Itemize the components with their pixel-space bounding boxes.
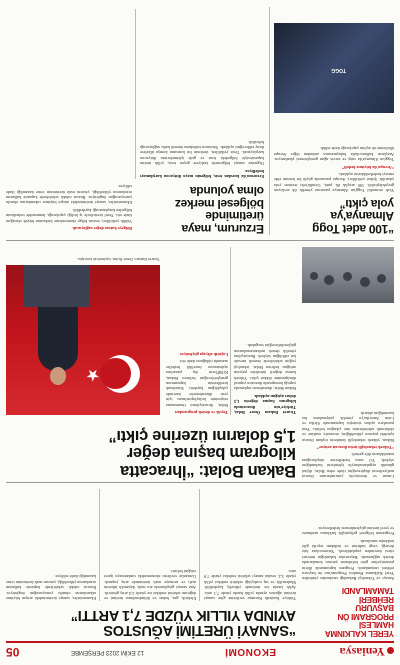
togg-paragraph: Togg'un Almanya'da satış ve servis ağını genişletmesi planlanıyor. Araçların kullanıcılarla buluşmasının ardından diğer Avrupa ülkelerine de açılım yapılacağı ifade edildi. <box>274 146 394 163</box>
main-paragraph: Bakan Bolat, düzenlenen toplantıda yaptığı konuşmada ihracatın yapısal dönüşümüne dikkat çekti. Yüksek katma değerli ürünlerin payının arttığını belirten Bolat, teknoloji yoğun sektörlerde önemli mesafe kat edildiğini söyledi. İhracatçılara yönelik destek mekanizmalarının güçlendirileceğini vurguladı. <box>234 343 296 392</box>
main-story-header <box>6 419 296 479</box>
top-rule <box>6 641 394 643</box>
industry-headline-line: AYINDA YILLIK YÜZDE 7,1 ARTTI” <box>71 607 296 623</box>
brand-logo <box>340 644 394 659</box>
main-paragraph: Bolat, ihracatçıların finansmana erişiminin kolaylaştırılması için yeni düzenlemeler üzerinde çalışıldığını kaydetti. Eximbank kredilerinin kapsamının genişletileceğini belirten Bakan, KOBİ'lerin dış pazarlara açılmasının öncelikli hedefler arasında olduğunu ifade etti. <box>166 359 228 408</box>
erzurum-paragraph: Organize sanayi bölgesinde faaliyete geçen tesis, yıllık üretim kapasitesiyle bölgedeki fırın ve gıda işletmelerinin ihtiyacını karşılayacak. Tesis yetkilileri, üretimin bir kısmının komşu ülkelere ihraç edileceğini açıkladı. Yatırımın istihdama önemli katkı sağlayacağı belirtildi. <box>140 139 264 167</box>
column-rule <box>99 489 100 601</box>
erzurum-paragraph: Valilik yetkilileri, tesisin bölge ekonomisine katkısının büyük olacağını ifade etti. Yerel üreticilerle iş birliği yapılacağı, hammadde tedarikinin bölgeden karşılanacağı kaydedildi. <box>6 207 132 224</box>
speaker-head <box>50 367 66 385</box>
flag-star-icon: ★ <box>85 366 100 385</box>
industry-col: Ekonomistler, sanayi üretimindeki artışın büyüme rakamlarına olumlu yansıyacağını öngörüyor. İhracat odaklı sektörlerde kapasite kullanım oranlarının yükseldiği, yatırım malı üretiminin ivme kazandığı ifade ediliyor. <box>6 574 96 601</box>
program-headline-line: BAŞVURU <box>355 603 394 613</box>
masthead <box>6 643 394 659</box>
industry-col: Elektrik, gaz, buhar ve iklimlendirme üretimi ve dağıtımı sektörü endeksi ise yüzde 2,4 artış gösterdi. Ana sanayi gruplarında ara malı, dayanıklı tüketim malı ve sermaye malı üretiminde artış yaşandı. Uzmanlar verilerin ekonomideki canlanmaya işaret ettiğini belirtti. <box>104 568 196 601</box>
program-paragraph: Sanayi ve Teknoloji Bakanlığı tarafından yürütülen Yerel Kalkınma Hamlesi Programı'nın ön başvuru rehberi tamamlandı. Program kapsamında illerin potansiyeline göre belirlenen yatırım konularında destek sağlanacak. Başvurular bakanlığın internet sitesi üzerinden yapılabilecek. Yatırımcılara faiz desteği, vergi indirimi ve istihdam teşviki gibi imkânlar sunulacak. <box>302 538 394 582</box>
issue-date: 12 EKİM 2023 PERŞEMBE <box>70 649 144 655</box>
photo-figure <box>324 275 334 285</box>
main-headline <box>6 427 296 480</box>
industry-col: Türkiye İstatistik Kurumu verilerine göre sanayi üretimi ağustos ayında yıllık bazda yüzde 7,1 arttı. Aylık bazda ise üretimde yükseliş kaydedildi. Madencilik ve taş ocakçılığı sektörü endeksi yıllık yüzde 3,2, imalat sanayi sektörü endeksi yüzde 7,9 arttı. <box>204 568 296 601</box>
industry-headline-line: “SANAYİ ÜRETİMİ AĞUSTOS <box>103 622 296 638</box>
column-rule <box>199 489 200 601</box>
main-col-1 <box>234 247 296 415</box>
togg-headline-line: Almanya'ya <box>330 209 394 224</box>
photo-figure <box>310 272 318 280</box>
photo-figure <box>343 272 352 281</box>
program-headline <box>302 585 394 637</box>
erzurum-paragraph: Ekonomistler, sanayi üretimindeki artışın büyüme rakamlarına olumlu yansıyacağını öngörüyor. İhracat odaklı sektörlerde kapasite kullanım oranlarının yükseldiği, yatırım malı üretiminin ivme kazandığı ifade ediliyor. <box>6 184 132 206</box>
togg-headline-line: “100 adet Togg <box>312 222 394 236</box>
togg-red-subhead: “Avrupa'da büyüme hedefi” <box>342 164 394 170</box>
flag-speaker-photo <box>6 265 160 415</box>
erzurum-headline-line: bölgesel merkez <box>175 196 264 211</box>
togg-logo: TOGG <box>331 67 346 74</box>
erzurum-headline-line: Erzurum, maya <box>181 222 264 236</box>
togg-headline <box>274 197 394 235</box>
photo-figure <box>377 274 386 283</box>
brand-dot-icon <box>387 647 394 654</box>
main-lead: Ticaret Bakanı Ömer Bolat, Türkiye'nin ihracatında kilogram başına değerin 1,5 doları aştığını açıkladı. <box>234 393 296 415</box>
erzurum-col-1 <box>140 9 264 179</box>
industry-story <box>6 487 296 637</box>
erzurum-headline-line: olma yolunda <box>190 184 264 199</box>
photo-caption: Ticaret Bakanı Ömer Bolat, toplantıda konuştu. <box>76 257 160 262</box>
crowd-photo <box>302 247 394 303</box>
program-story <box>302 487 394 637</box>
podium <box>24 265 90 307</box>
erzurum-red-subhead: Bölgeye katma değer sağlayacak <box>72 226 132 231</box>
main-col-2 <box>166 247 228 415</box>
erzurum-lead: Erzurum'da kurulan tesis, bölgenin maya ihtiyacını karşılamayı hedefliyor. <box>140 168 264 179</box>
main-headline-line: kilogram başına değer <box>127 444 296 463</box>
program-headline-line: TAMAMLANDI <box>342 586 394 596</box>
main-story-continued <box>302 309 394 479</box>
section-label: EKONOMİ <box>224 646 276 657</box>
photo-figure <box>360 277 370 287</box>
erzurum-col-2 <box>6 9 132 231</box>
erzurum-headline-line: üretiminde <box>205 209 264 224</box>
main-paragraph: Liman ve demiryolu yatırımlarının ihracat maliyetlerini düşüreceğini ifade eden Bolat, dijital gümrük uygulamalarıyla işlemlerin hızlandığını söyledi. Yıl sonu hedeflerine ulaşılacağına inandıklarını dile getirdi. <box>302 452 394 479</box>
main-headline-line: Bakan Bolat: “İhracatta <box>120 462 296 480</box>
main-red-subhead: “Yüksek teknolojili ürün ihracatı artıyor” <box>316 444 394 450</box>
section-rule <box>6 240 394 241</box>
program-body <box>302 489 394 581</box>
brand-name: Yeniasya <box>339 645 385 659</box>
column-rule <box>269 7 270 235</box>
main-paragraph: Bakan, yüksek teknolojili ürünlerin toplam ihracat içindeki payının yükseldiğini, otomotiv, makine ve elektronik sektörlerinin öne çıktığını belirtti. Yeni pazarlara açılım stratejisi kapsamında Afrika ve Latin Amerika'ya yönelik çalışmaların hız kazandığını aktardı. <box>302 410 394 443</box>
industry-headline <box>6 607 296 637</box>
program-headline-line: PROGRAMI ÖN <box>337 611 394 621</box>
column-rule <box>230 247 231 415</box>
program-paragraph: Programın bölgesel gelişmişlik farklarını azaltması ve yerel üretimi güçlendirmesi hedefleniyor. <box>302 525 394 537</box>
togg-photo <box>274 23 394 113</box>
togg-headline-line: yola çıktı” <box>339 196 394 211</box>
program-headline-line: REHBERİ <box>359 594 394 604</box>
program-headline-line: HAMLESİ <box>359 620 394 630</box>
erzurum-story <box>6 7 264 235</box>
column-rule <box>135 9 136 179</box>
main-red-subhead: Teşvik ve destek programları <box>174 410 228 415</box>
page-number: 05 <box>6 645 20 659</box>
speaker-figure <box>38 301 78 371</box>
main-headline-line: 1,5 dolarını üzerine çıktı” <box>108 427 296 445</box>
togg-body <box>274 113 394 193</box>
section-rule <box>6 482 394 483</box>
togg-story <box>274 7 394 235</box>
program-headline-line: YEREL KALKINMA <box>325 629 394 638</box>
main-red-subhead: Lojistik altyapı güçleniyor <box>179 351 228 357</box>
togg-paragraph: Yerli otomobil Togg'un Almanya pazarına yönelik ilk sevkiyatı gerçekleştirildi. 100 araçlık ilk parti, Gemlik'teki tesisten yola çıkarıldı. Şirket yetkilileri, Avrupa pazarında güçlü bir konum elde etmeyi hedeflediklerini açıkladı. <box>274 172 394 194</box>
